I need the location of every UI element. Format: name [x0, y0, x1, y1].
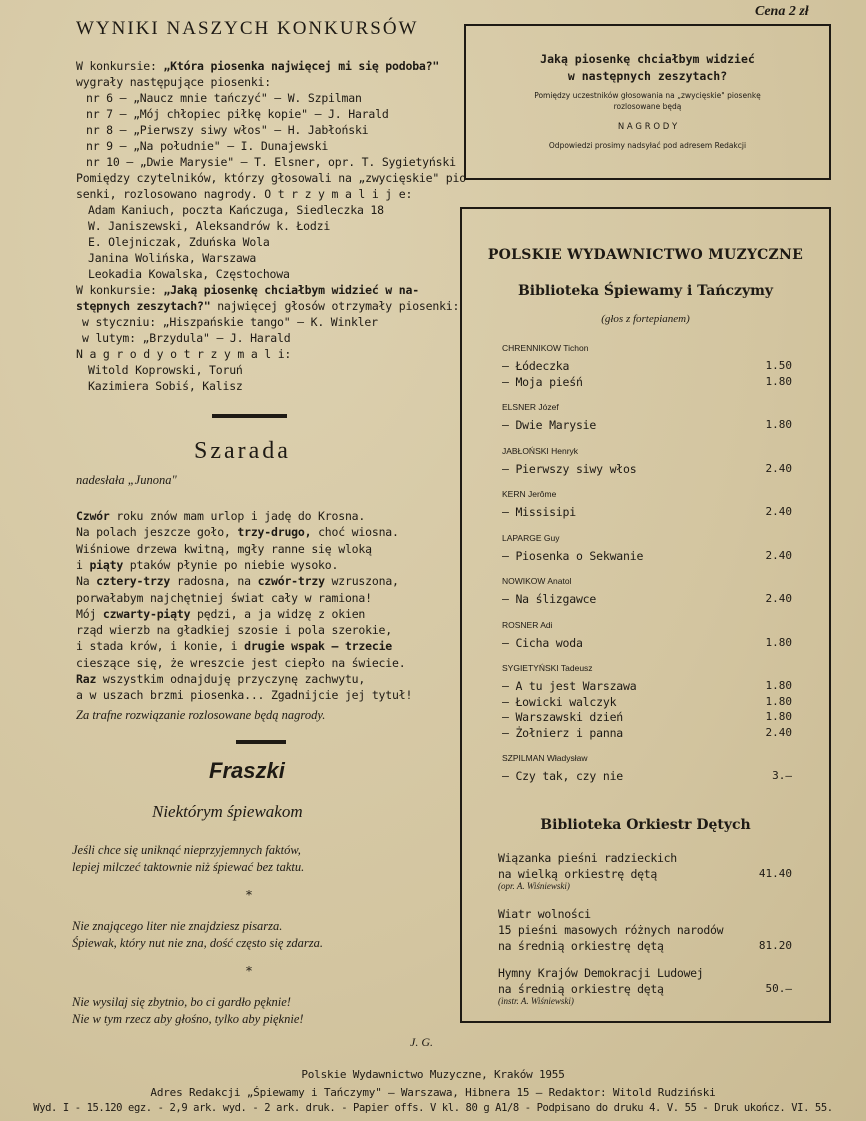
- results-line-text: Kazimiera Sobiś, Kalisz: [88, 379, 243, 393]
- composer-name: ROSNER Adi: [502, 619, 553, 630]
- separator-star: *: [246, 964, 252, 978]
- results-line: [76, 58, 439, 74]
- publisher-title: POLSKIE WYDAWNICTWO MUZYCZNE: [487, 247, 804, 263]
- results-line: [76, 170, 473, 186]
- results-line-text: wygrały następujące piosenki:: [76, 75, 271, 89]
- orchestra-title: Hymny Krajów Demokracji Ludowej: [498, 966, 704, 980]
- szarada-line-segment: i stada krów, i konie, i: [76, 639, 245, 654]
- results-line-bold: „Która piosenka najwięcej mi się podoba?": [163, 59, 440, 73]
- results-line-text: nr 10 – „Dwie Marysie" – T. Elsner, opr. T. Sygietyński: [86, 155, 456, 169]
- song-price: 3.—: [772, 769, 792, 782]
- fraszka-line: Nie wysilaj się zbytnio, bo ci gardło pęknie!: [72, 995, 291, 1009]
- results-line: [88, 202, 384, 218]
- song-price: 1.80: [765, 710, 792, 723]
- composer-name: CHRENNIKOW Tichon: [502, 343, 589, 353]
- divider: [212, 414, 287, 418]
- szarada-line-segment: Raz: [76, 672, 97, 686]
- results-line-text: Adam Kaniuch, poczta Kańczuga, Siedleczka 18: [88, 203, 384, 217]
- results-line: [76, 282, 419, 298]
- song-price: 1.80: [765, 694, 792, 708]
- results-line-text: w lutym: „Brzydula" – J. Harald: [82, 331, 291, 345]
- results-line-text: Leokadia Kowalska, Częstochowa: [88, 267, 290, 281]
- arranger: (opr. A. Wiśniewski): [498, 881, 570, 891]
- szarada-line: [76, 508, 365, 524]
- results-line-text: W konkursie:: [76, 59, 164, 73]
- orchestra-title: na wielką orkiestrę dętą: [498, 867, 657, 881]
- song-price: 2.40: [765, 725, 792, 739]
- fraszki-subtitle: Niektórym śpiewakom: [152, 802, 303, 821]
- orchestra-title: Wiatr wolności: [498, 907, 591, 921]
- fraszka-line: Nie w tym rzecz aby głośno, tylko aby pięknie!: [72, 1012, 304, 1026]
- song-title: — Łódeczka: [502, 359, 570, 373]
- results-line: [88, 266, 290, 282]
- song-title: — A tu jest Warszawa: [502, 679, 637, 693]
- szarada-line: [76, 524, 399, 540]
- szarada-line-segment: czwarty-piąty: [102, 606, 191, 621]
- results-line-text: W konkursie:: [76, 283, 164, 297]
- footer-address: Adres Redakcji „Śpiewamy i Tańczymy" — Warszawa, Hibnera 15 — Redaktor: Witold Rudziński: [150, 1086, 716, 1099]
- catalog-box: [460, 207, 831, 1023]
- song-price: 2.40: [765, 548, 792, 562]
- results-line: [86, 90, 362, 106]
- szarada-line: [76, 638, 392, 654]
- orchestra-title: na średnią orkiestrę dętą: [498, 982, 664, 996]
- szarada-line-segment: Czwór: [76, 509, 110, 523]
- results-line: [76, 186, 412, 202]
- szarada-line: [76, 541, 372, 557]
- library1-title: Biblioteka Śpiewamy i Tańczymy: [517, 283, 774, 299]
- song-title: — Łowicki walczyk: [502, 694, 617, 709]
- results-line-text: E. Olejniczak, Zduńska Wola: [88, 235, 270, 249]
- orchestra-title: na średnią orkiestrę dętą: [498, 939, 664, 953]
- szarada-line: [76, 671, 365, 687]
- szarada-line-segment: Na polach jeszcze goło,: [76, 525, 238, 540]
- survey-reply: Odpowiedzi prosimy nadsyłać pod adresem Redakcji: [548, 141, 747, 150]
- szarada-byline: nadesłała „Junona": [76, 473, 177, 487]
- szarada-line-segment: radosna, na: [170, 574, 258, 589]
- song-title: — Cicha woda: [502, 635, 583, 650]
- fraszka-line: Śpiewak, który nut nie zna, dość często się zdarza.: [72, 936, 324, 950]
- results-line-text: w styczniu: „Hiszpańskie tango" – K. Winkler: [82, 315, 378, 329]
- divider: [236, 740, 286, 744]
- results-line: [82, 314, 378, 330]
- composer-name: JABŁOŃSKI Henryk: [502, 445, 579, 456]
- results-line-bold: stępnych zeszytach?": [76, 299, 211, 313]
- song-title: — Missisipi: [502, 505, 576, 519]
- arranger: (instr. A. Wiśniewski): [498, 996, 574, 1006]
- results-line: [76, 346, 291, 362]
- song-price: 1.80: [765, 374, 792, 388]
- orchestra-title: Wiązanka pieśni radzieckich: [498, 851, 677, 865]
- szarada-line: [76, 590, 372, 606]
- szarada-line: [76, 655, 405, 671]
- szarada-line-segment: pędzi, a ja widzę z okien: [190, 606, 366, 621]
- song-price: 2.40: [765, 461, 792, 475]
- separator-star: *: [246, 888, 252, 902]
- results-line-tail: najwięcej głosów otrzymały piosenki:: [210, 299, 460, 313]
- szarada-line: [76, 573, 399, 589]
- survey-box: [464, 24, 831, 180]
- fraszka-line: Jeśli chce się uniknąć nieprzyjemnych faktów,: [72, 843, 301, 857]
- composer-name: LAPARGE Guy: [502, 532, 560, 543]
- survey-prizes: N A G R O D Y: [617, 122, 678, 132]
- results-line-text: nr 9 – „Na południe" – I. Dunajewski: [86, 139, 329, 153]
- composer-name: NOWIKOW Anatol: [502, 576, 572, 586]
- fraszka-line: lepiej milczeć taktownie niż śpiewać bez taktu.: [72, 860, 305, 874]
- szarada-title: Szarada: [194, 438, 291, 464]
- results-line: [88, 362, 243, 378]
- song-title: — Na ślizgawce: [502, 592, 597, 606]
- song-price: 2.40: [765, 505, 792, 518]
- results-line: [86, 106, 389, 122]
- library2-title: Biblioteka Orkiestr Dętych: [540, 817, 751, 833]
- szarada-line-segment: porwałabym najchętniej świat cały w ramiona!: [76, 590, 372, 605]
- results-line-text: Janina Wolińska, Warszawa: [88, 251, 257, 265]
- survey-title-line1: Jaką piosenkę chciałbym widzieć: [540, 52, 755, 66]
- song-price: 1.80: [765, 635, 792, 649]
- orchestra-price: 81.20: [758, 939, 792, 952]
- szarada-line-segment: Na: [76, 574, 97, 589]
- results-line: [86, 154, 456, 170]
- szarada-line-segment: choć wiosna.: [311, 525, 399, 540]
- song-title: — Moja pieśń: [502, 374, 583, 389]
- results-line-text: Pomiędzy czytelników, którzy głosowali na „zwycięskie" pio-: [76, 171, 473, 185]
- szarada-footer: Za trafne rozwiązanie rozlosowane będą nagrody.: [76, 708, 326, 722]
- song-title: — Żołnierz i panna: [502, 725, 624, 740]
- song-title: — Warszawski dzień: [502, 710, 624, 724]
- composer-name: KERN Jerôme: [502, 489, 557, 499]
- library1-subtitle: (głos z fortepianem): [601, 313, 690, 325]
- results-line: [76, 298, 459, 314]
- szarada-line-segment: drugie wspak – trzecie: [244, 639, 393, 654]
- szarada-line-segment: Wiśniowe drzewa kwitną, mgły ranne się wloką: [76, 541, 372, 556]
- orchestra-price: 41.40: [758, 867, 792, 880]
- szarada-line-segment: ptaków płynie po niebie wysoko.: [123, 557, 339, 572]
- results-line-text: Witold Koprowski, Toruń: [88, 363, 243, 377]
- szarada-line-segment: rząd wierzb na gładkiej szosie i pola szerokie,: [76, 623, 393, 638]
- results-title: WYNIKI NASZYCH KONKURSÓW: [76, 18, 419, 39]
- szarada-line: [76, 687, 412, 703]
- song-title: — Dwie Marysie: [502, 418, 597, 432]
- results-line: [88, 234, 270, 250]
- results-line: [82, 330, 290, 346]
- szarada-line-segment: wszystkim odnajduję przyczynę zachwytu,: [96, 672, 366, 686]
- results-line: [86, 138, 328, 154]
- survey-text-line2: rozlosowane będą: [613, 102, 682, 111]
- results-line-text: nr 6 – „Naucz mnie tańczyć" – W. Szpilman: [86, 91, 362, 105]
- results-line-text: nr 7 – „Mój chłopiec piłkę kopie" – J. Harald: [86, 107, 389, 121]
- footer-publisher: Polskie Wydawnictwo Muzyczne, Kraków 1955: [301, 1068, 565, 1081]
- song-title: — Piosenka o Sekwanie: [502, 548, 644, 563]
- composer-name: SYGIETYŃSKI Tadeusz: [502, 663, 593, 673]
- survey-title-line2: w następnych zeszytach?: [567, 69, 728, 83]
- szarada-line: [76, 606, 365, 622]
- fraszki-title: Fraszki: [209, 758, 285, 783]
- orchestra-title: 15 pieśni masowych różnych narodów: [498, 923, 724, 937]
- song-price: 1.80: [765, 679, 792, 692]
- szarada-line-segment: cztery-trzy: [96, 574, 171, 589]
- results-line-text: N a g r o d y o t r z y m a l i:: [76, 347, 292, 361]
- footer-imprint: Wyd. I - 15.120 egz. - 2,9 ark. wyd. - 2 ark. druk. - Papier offs. V kl. 80 g A1/8 - Podpisano do druku 4. V. 55 - Druk ukończ. VI. 55.: [33, 1102, 833, 1114]
- szarada-line-segment: piąty: [89, 557, 124, 572]
- results-line-text: nr 8 – „Pierwszy siwy włos" – H. Jabłoński: [86, 123, 369, 137]
- song-title: — Czy tak, czy nie: [502, 769, 624, 783]
- szarada-line-segment: i: [76, 557, 90, 572]
- szarada-line-segment: trzy-drugo,: [237, 525, 312, 540]
- song-price: 2.40: [765, 592, 792, 605]
- fraszka-line: Nie znającego liter nie znajdziesz pisarza.: [72, 919, 283, 933]
- results-line: [88, 378, 243, 394]
- composer-name: ELSNER Józef: [502, 402, 559, 412]
- price: Cena 2 zł: [755, 4, 809, 19]
- results-line: [76, 74, 271, 90]
- results-line-tail: O t r z y m a l i j e:: [264, 187, 413, 201]
- signature: J. G.: [410, 1035, 433, 1049]
- szarada-line-segment: a w uszach brzmi piosenka... Zgadnijcie jej tytuł!: [76, 688, 413, 703]
- results-line: [88, 218, 330, 234]
- szarada-line: [76, 557, 338, 573]
- song-title: — Pierwszy siwy włos: [502, 461, 637, 476]
- survey-text-line1: Pomiędzy uczestników głosowania na „zwycięskie" piosenkę: [534, 91, 761, 100]
- szarada-line-segment: wzruszona,: [324, 574, 399, 589]
- results-line-bold: „Jaką piosenkę chciałbym widzieć w na-: [163, 283, 419, 297]
- orchestra-price: 50.—: [765, 982, 792, 995]
- song-price: 1.50: [765, 359, 792, 372]
- results-line-text: senki, rozlosowano nagrody.: [76, 187, 265, 201]
- composer-name: SZPILMAN Władysław: [502, 753, 588, 763]
- results-line: [88, 250, 256, 266]
- szarada-line-segment: cieszące się, że wreszcie jest ciepło na świecie.: [76, 655, 406, 670]
- results-line-text: W. Janiszewski, Aleksandrów k. Łodzi: [88, 219, 331, 233]
- results-line: [86, 122, 368, 138]
- szarada-line: [76, 622, 392, 638]
- song-price: 1.80: [765, 418, 792, 431]
- szarada-line-segment: roku znów mam urlop i jadę do Krosna.: [109, 509, 366, 523]
- szarada-line-segment: Mój: [76, 606, 103, 621]
- szarada-line-segment: czwór-trzy: [257, 574, 325, 589]
